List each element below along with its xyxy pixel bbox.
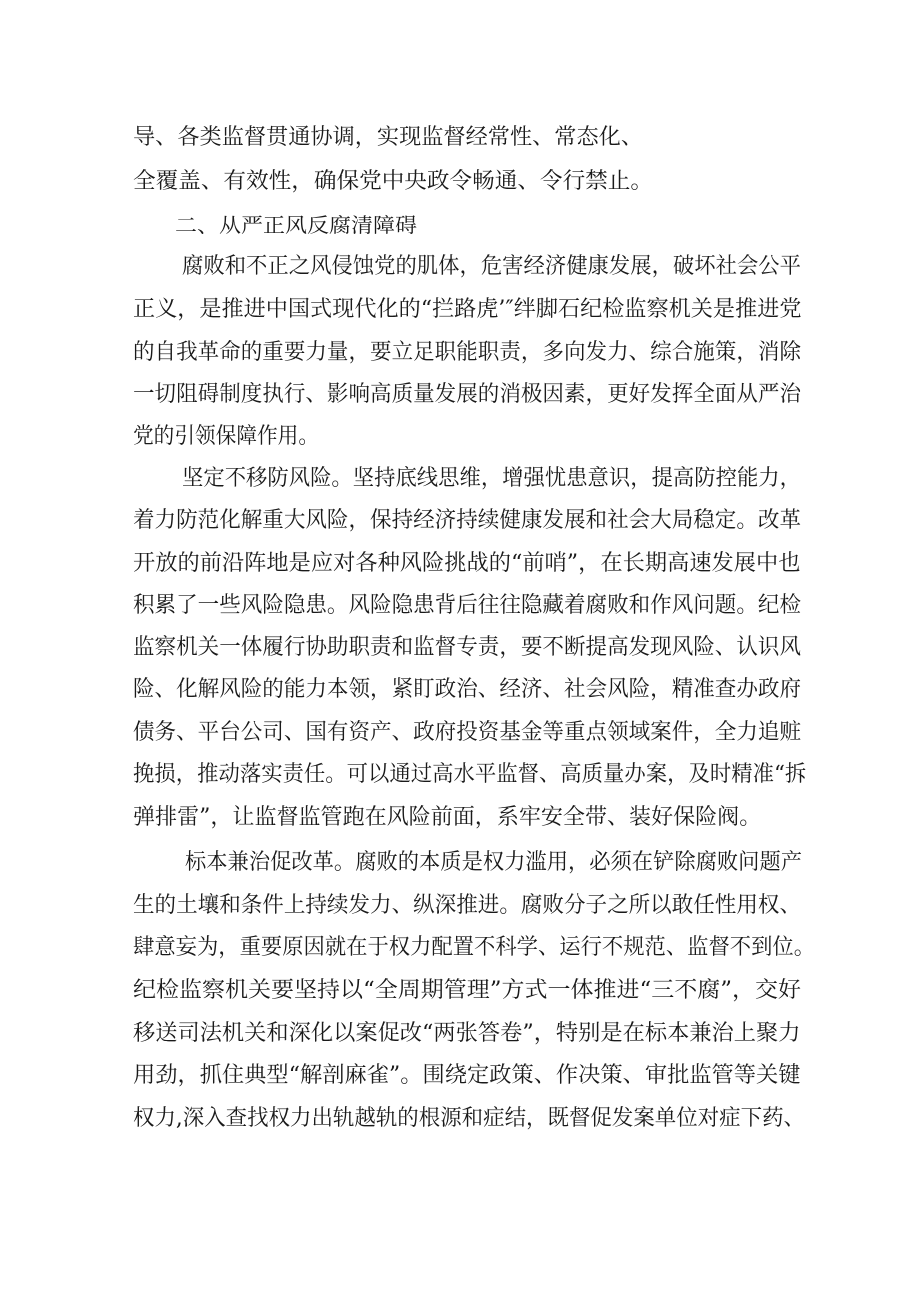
text-line-1: 导、各类监督贯通协调，实现监督经常性、常态化、 (133, 125, 644, 150)
text-line-22: 移送司法机关和深化以案促改“两张答卷”，特别是在标本兼治上聚力 (133, 1021, 801, 1046)
text-line-12: 积累了一些风险隐患。风险隐患背后往往隐藏着腐败和作风问题。纪检 (133, 593, 802, 618)
section-heading: 二、从严正风反腐清障碍 (175, 213, 417, 237)
text-line-14: 险、化解风险的能力本领，紧盯政治、经济、社会风险，精准查办政府 (133, 677, 802, 702)
text-line-15: 债务、平台公司、国有资产、政府投资基金等重点领域案件，全力追赃 (133, 720, 802, 745)
text-line-13: 监察机关一体履行协助职责和监督专责，要不断提高发现风险、认识风 (133, 635, 802, 660)
text-line-7: 一切阻碍制度执行、影响高质量发展的消极因素，更好发挥全面从严治 (133, 382, 802, 407)
text-line-6: 的自我革命的重要力量，要立足职能职责，多向发力、综合施策，消除 (133, 340, 802, 365)
text-line-4: 腐败和不正之风侵蚀党的肌体，危害经济健康发展，破坏社会公平 (182, 254, 802, 279)
text-line-20: 肆意妄为，重要原因就在于权力配置不科学、运行不规范、监督不到位。 (133, 935, 816, 960)
text-line-11: 开放的前沿阵地是应对各种风险挑战的“前哨”，在长期高速发展中也 (133, 551, 801, 576)
text-line-21: 纪检监察机关要坚持以“全周期管理”方式一体推进“三不腐”，交好 (133, 978, 801, 1003)
text-line-9: 坚定不移防风险。坚持底线思维，增强忧患意识，提高防控能力， (182, 466, 802, 491)
text-line-17: 弹排雷”，让监督监管跑在风险前面，系牢安全带、装好保险阀。 (133, 805, 762, 830)
text-line-16: 挽损，推动落实责任。可以通过高水平监督、高质量办案，及时精准“拆 (133, 762, 807, 787)
text-line-2: 全覆盖、有效性，确保党中央政令畅通、令行禁止。 (133, 169, 654, 194)
text-line-19: 生的土壤和条件上持续发力、纵深推进。腐败分子之所以敢任性用权、 (133, 893, 802, 918)
text-line-23: 用劲，抓住典型“解剖麻雀”。围绕定政策、作决策、审批监管等关键 (133, 1063, 801, 1088)
text-line-18: 标本兼治促改革。腐败的本质是权力滥用，必须在铲除腐败问题产 (185, 850, 803, 875)
text-line-5: 正义，是推进中国式现代化的“拦路虎’″绊脚石纪检监察机关是推进党 (133, 297, 802, 322)
text-line-24: 权力,深入查找权力出轨越轨的根源和症结，既督促发案单位对症下药、 (133, 1106, 805, 1131)
text-line-10: 着力防范化解重大风险，保持经济持续健康发展和社会大局稳定。改革 (133, 508, 802, 533)
text-line-8: 党的引领保障作用。 (133, 424, 320, 449)
